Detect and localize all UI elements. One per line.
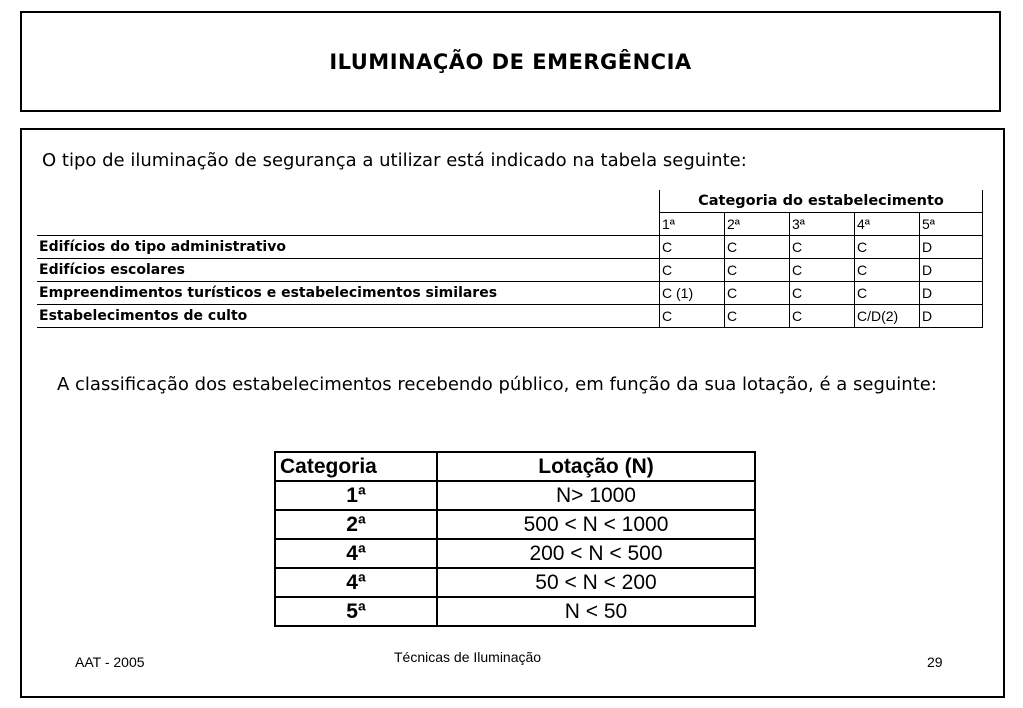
table1-cell: D [920, 259, 983, 282]
classification-paragraph: A classificação dos estabelecimentos recebendo público, em função da sua lotação, é a seguinte: [57, 374, 937, 395]
table-row [275, 568, 755, 597]
table1-col-header: 3ª [790, 213, 855, 236]
table2-header-capacity: Lotação (N) [437, 452, 755, 481]
table2-header-category: Categoria [275, 452, 437, 481]
table1-cell: C [725, 259, 790, 282]
table-row [37, 236, 983, 259]
table1-cell: C [855, 236, 920, 259]
table1-col-header: 4ª [855, 213, 920, 236]
table2-capacity-cell: N < 50 [437, 597, 755, 626]
page-number: 29 [927, 654, 943, 670]
table2-category-cell: 2ª [275, 510, 437, 539]
table1-col-header: 1ª [660, 213, 725, 236]
table1-cell: C [660, 259, 725, 282]
table1-row-label: Empreendimentos turísticos e estabelecimentos similares [37, 282, 660, 305]
table1-row-label: Edifícios escolares [37, 259, 660, 282]
table2-category-cell: 4ª [275, 539, 437, 568]
table1-row-label: Estabelecimentos de culto [37, 305, 660, 328]
slide-title: ILUMINAÇÃO DE EMERGÊNCIA [329, 49, 692, 74]
footer-left-text: AAT - 2005 [75, 654, 145, 670]
table1-col-header: 5ª [920, 213, 983, 236]
table1-cell: C [855, 282, 920, 305]
table2-capacity-cell: 50 < N < 200 [437, 568, 755, 597]
table1-cell: C [790, 259, 855, 282]
table1-cell: C [725, 305, 790, 328]
table-row [37, 305, 983, 328]
table2-header-row [275, 452, 755, 481]
table1-cell: C [725, 282, 790, 305]
capacity-table [274, 451, 756, 627]
table1-cell: C [660, 236, 725, 259]
footer-center-text: Técnicas de Iluminação [394, 649, 542, 665]
intro-text: O tipo de iluminação de segurança a utilizar está indicado na tabela seguinte: [42, 150, 747, 171]
lighting-type-table [37, 190, 983, 328]
table1-cell: C [790, 305, 855, 328]
table1-cell: C [660, 305, 725, 328]
table1-cell: C [790, 282, 855, 305]
table-row [37, 259, 983, 282]
table2-category-cell: 5ª [275, 597, 437, 626]
table1-cell: C/D(2) [855, 305, 920, 328]
table1-cell: D [920, 236, 983, 259]
table1-cell: C [855, 259, 920, 282]
table-row [275, 597, 755, 626]
table2-category-cell: 1ª [275, 481, 437, 510]
table1-column-header-row [37, 213, 983, 236]
table1-cell: C [725, 236, 790, 259]
table1-cell: C [790, 236, 855, 259]
table-row [275, 539, 755, 568]
table2-capacity-cell: 500 < N < 1000 [437, 510, 755, 539]
title-box [20, 11, 1001, 112]
table1-cell: C (1) [660, 282, 725, 305]
table-row [37, 282, 983, 305]
table2-category-cell: 4ª [275, 568, 437, 597]
table1-group-header: Categoria do estabelecimento [660, 190, 983, 213]
table1-row-label: Edifícios do tipo administrativo [37, 236, 660, 259]
table1-cell: D [920, 305, 983, 328]
table1-cell: D [920, 282, 983, 305]
table2-capacity-cell: 200 < N < 500 [437, 539, 755, 568]
table1-col-header: 2ª [725, 213, 790, 236]
table-row [275, 481, 755, 510]
table2-capacity-cell: N> 1000 [437, 481, 755, 510]
table-row [275, 510, 755, 539]
table1-group-header-row [37, 190, 983, 213]
